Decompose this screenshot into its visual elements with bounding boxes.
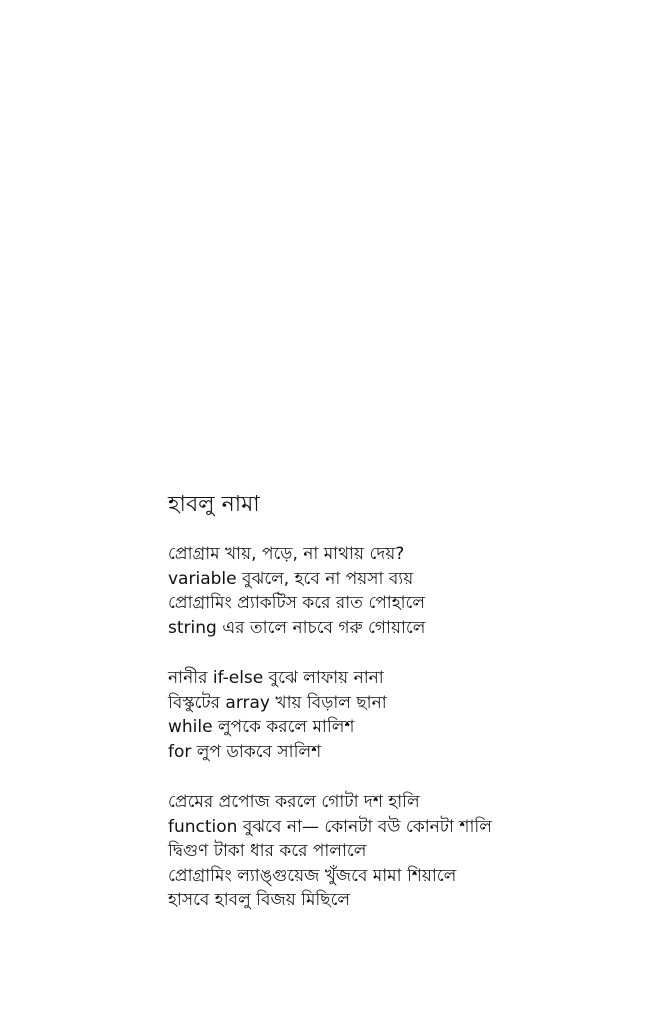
- stanza-2: [168, 666, 638, 764]
- poem-line: function বুঝবে না— কোনটা বউ কোনটা শালি: [168, 816, 492, 837]
- stanza-3: [168, 790, 638, 913]
- poem-line: for লুপ ডাকবে সালিশ: [168, 741, 322, 762]
- poem-line: হাসবে হাবলু বিজয় মিছিলে: [168, 890, 351, 910]
- poem-line: variable বুঝলে, হবে না পয়সা ব্যয়: [168, 568, 414, 589]
- poem-line: বিস্কুটের array খায় বিড়াল ছানা: [168, 692, 387, 713]
- poem-line: প্রোগ্রাম খায়, পড়ে, না মাথায় দেয়?: [168, 544, 405, 564]
- poem-line: প্রোগ্রামিং ল্যাঙ্গুয়েজ খুঁজবে মামা শিয়ালে: [168, 865, 457, 886]
- poem-line: প্রোগ্রামিং প্র্যাকটিস করে রাত পোহালে: [168, 593, 426, 613]
- poem-line: প্রেমের প্রপোজ করলে গোটা দশ হালি: [168, 792, 420, 812]
- stanza-1: [168, 542, 638, 640]
- poem-line: string এর তালে নাচবে গরু গোয়ালে: [168, 617, 426, 638]
- poem: [168, 490, 638, 939]
- poem-line: নানীর if-else বুঝে লাফায় নানা: [168, 668, 384, 688]
- poem-title: হাবলু নামা: [168, 492, 260, 517]
- poem-line: দ্বিগুণ টাকা ধার করে পালালে: [168, 841, 367, 861]
- poem-line: while লুপকে করলে মালিশ: [168, 717, 355, 737]
